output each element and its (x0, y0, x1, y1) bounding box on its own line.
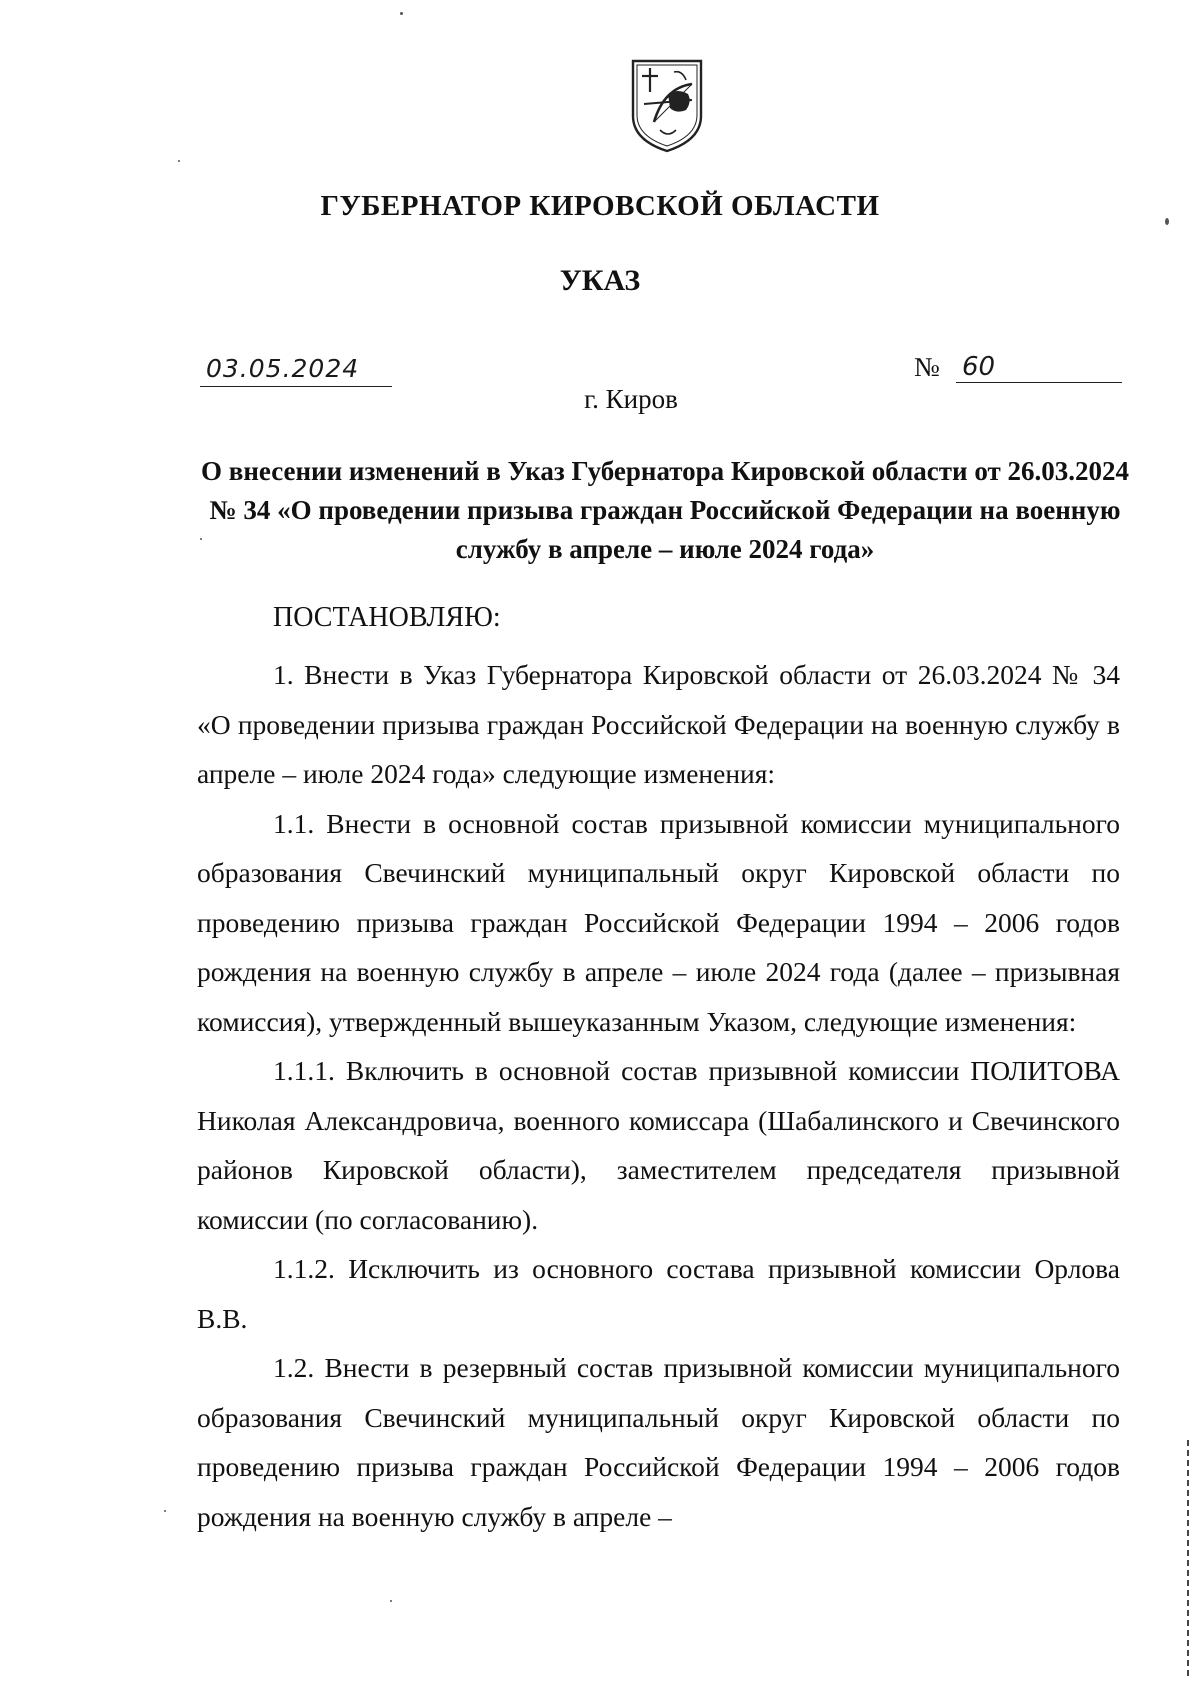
document-body (197, 650, 1120, 1541)
paragraph-1-1-2: 1.1.2. Исключить из основного состава призывной комиссии Орлова В.В. (197, 1253, 1120, 1334)
document-number: 60 (962, 352, 996, 382)
paragraph-1-2: 1.2. Внести в резервный состав призывной комиссии муниципального образования Свечинский муниципальный округ Кировской области по проведению призыва граждан Российской Федерации 1994 – 2006 годов рождения на военную службу в апреле – (197, 1352, 1120, 1532)
city: г. Киров (584, 384, 678, 414)
scan-speck (390, 1600, 392, 1602)
number-sign: № (914, 352, 940, 382)
document-subject: О внесении изменений в Указ Губернатора Кировской области от 26.03.2024 № 34 «О проведении призыва граждан Российской Федерации на военную службу в апреле – июле 2024 года» (201, 456, 1129, 564)
coat-of-arms-icon (630, 58, 704, 154)
scan-speck (200, 538, 202, 540)
number-field (914, 352, 1124, 386)
document-date: 03.05.2024 (206, 354, 360, 383)
paragraph-1-1-1: 1.1.1. Включить в основной состав призывной комиссии ПОЛИТОВА Николая Александровича, военного комиссара (Шабалинского и Свечинского районов Кировской области), заместителем председателя призывной комиссии (по согласованию). (197, 1055, 1120, 1235)
scan-speck (1165, 218, 1169, 225)
paragraph-1: 1. Внести в Указ Губернатора Кировской области от 26.03.2024 № 34 «О проведении призыва граждан Российской Федерации на военную службу в апреле – июле 2024 года» следующие изменения: (197, 659, 1120, 789)
scan-speck (178, 160, 180, 162)
scan-edge-mark (1187, 1440, 1189, 1680)
decree-word: ПОСТАНОВЛЯЮ: (273, 602, 501, 633)
paragraph-1-1: 1.1. Внести в основной состав призывной комиссии муниципального образования Свечинский муниципальный округ Кировской области по проведению призыва граждан Российской Федерации 1994 – 2006 годов рождения на военную службу в апреле – июле 2024 года (далее – призывная комиссия), утвержденный вышеуказанным Указом, следующие изменения: (197, 807, 1120, 1037)
date-field (200, 356, 392, 387)
document-type: УКАЗ (559, 264, 641, 297)
number-underline (956, 382, 1122, 383)
issuing-authority: ГУБЕРНАТОР КИРОВСКОЙ ОБЛАСТИ (320, 190, 880, 222)
scan-speck (400, 12, 403, 15)
scan-speck (164, 1510, 166, 1512)
